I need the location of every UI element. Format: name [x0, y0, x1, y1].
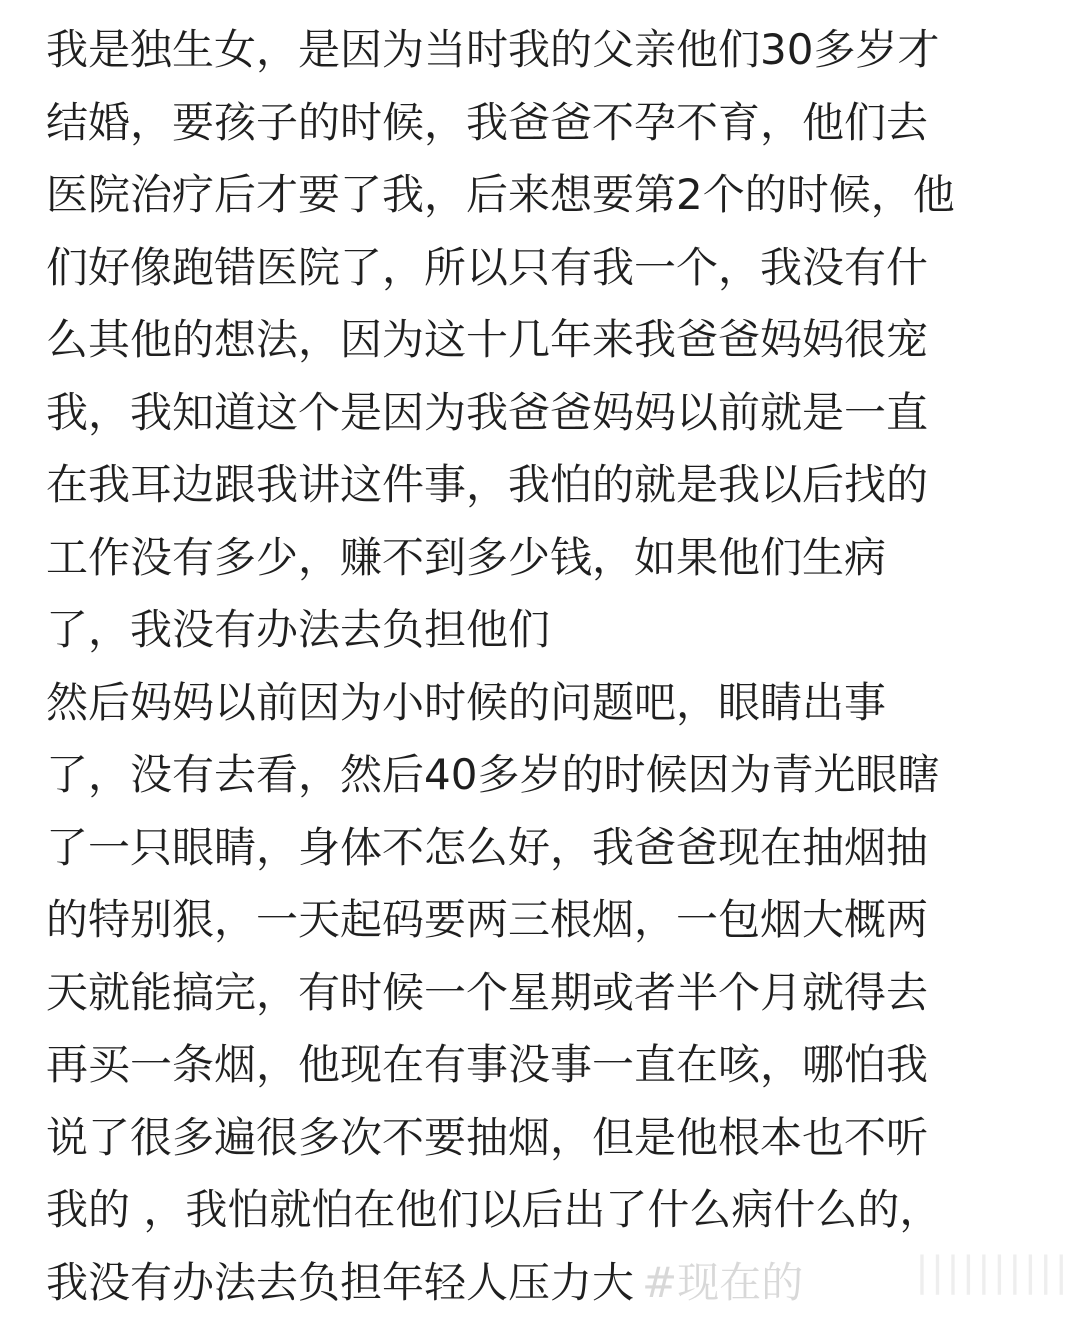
text-line: 工作没有多少，赚不到多少钱，如果他们生病 [46, 522, 1046, 595]
text-line: 在我耳边跟我讲这件事，我怕的就是我以后找的 [46, 449, 1046, 522]
text-line: 我是独生女，是因为当时我的父亲他们30多岁才 [46, 14, 1046, 87]
last-line [46, 1247, 1046, 1319]
text-line: 的特别狠，一天起码要两三根烟，一包烟大概两 [46, 884, 1046, 957]
text-line: 然后妈妈以前因为小时候的问题吧，眼睛出事 [46, 667, 1046, 740]
post-text [46, 14, 1046, 1319]
text-line: 说了很多遍很多次不要抽烟，但是他根本也不听 [46, 1102, 1046, 1175]
text-line: 医院治疗后才要了我，后来想要第2个的时候，他 [46, 159, 1046, 232]
text-line: 么其他的想法，因为这十几年来我爸爸妈妈很宠 [46, 304, 1046, 377]
text-line: 我的 ，我怕就怕在他们以后出了什么病什么的， [46, 1174, 1046, 1247]
hashtag-link[interactable]: #现在的 [642, 1258, 803, 1307]
text-line: 我，我知道这个是因为我爸爸妈妈以前就是一直 [46, 377, 1046, 450]
watermark: |||||||||| [915, 1249, 1070, 1295]
text-line: 天就能搞完，有时候一个星期或者半个月就得去 [46, 957, 1046, 1030]
last-line-text: 我没有办法去负担年轻人压力大 [46, 1258, 634, 1307]
text-line: 了一只眼睛，身体不怎么好，我爸爸现在抽烟抽 [46, 812, 1046, 885]
text-line: 们好像跑错医院了，所以只有我一个，我没有什 [46, 232, 1046, 305]
text-line: 了，没有去看，然后40多岁的时候因为青光眼瞎 [46, 739, 1046, 812]
text-line: 结婚，要孩子的时候，我爸爸不孕不育，他们去 [46, 87, 1046, 160]
text-line: 了，我没有办法去负担他们 [46, 594, 1046, 667]
text-line: 再买一条烟，他现在有事没事一直在咳，哪怕我 [46, 1029, 1046, 1102]
